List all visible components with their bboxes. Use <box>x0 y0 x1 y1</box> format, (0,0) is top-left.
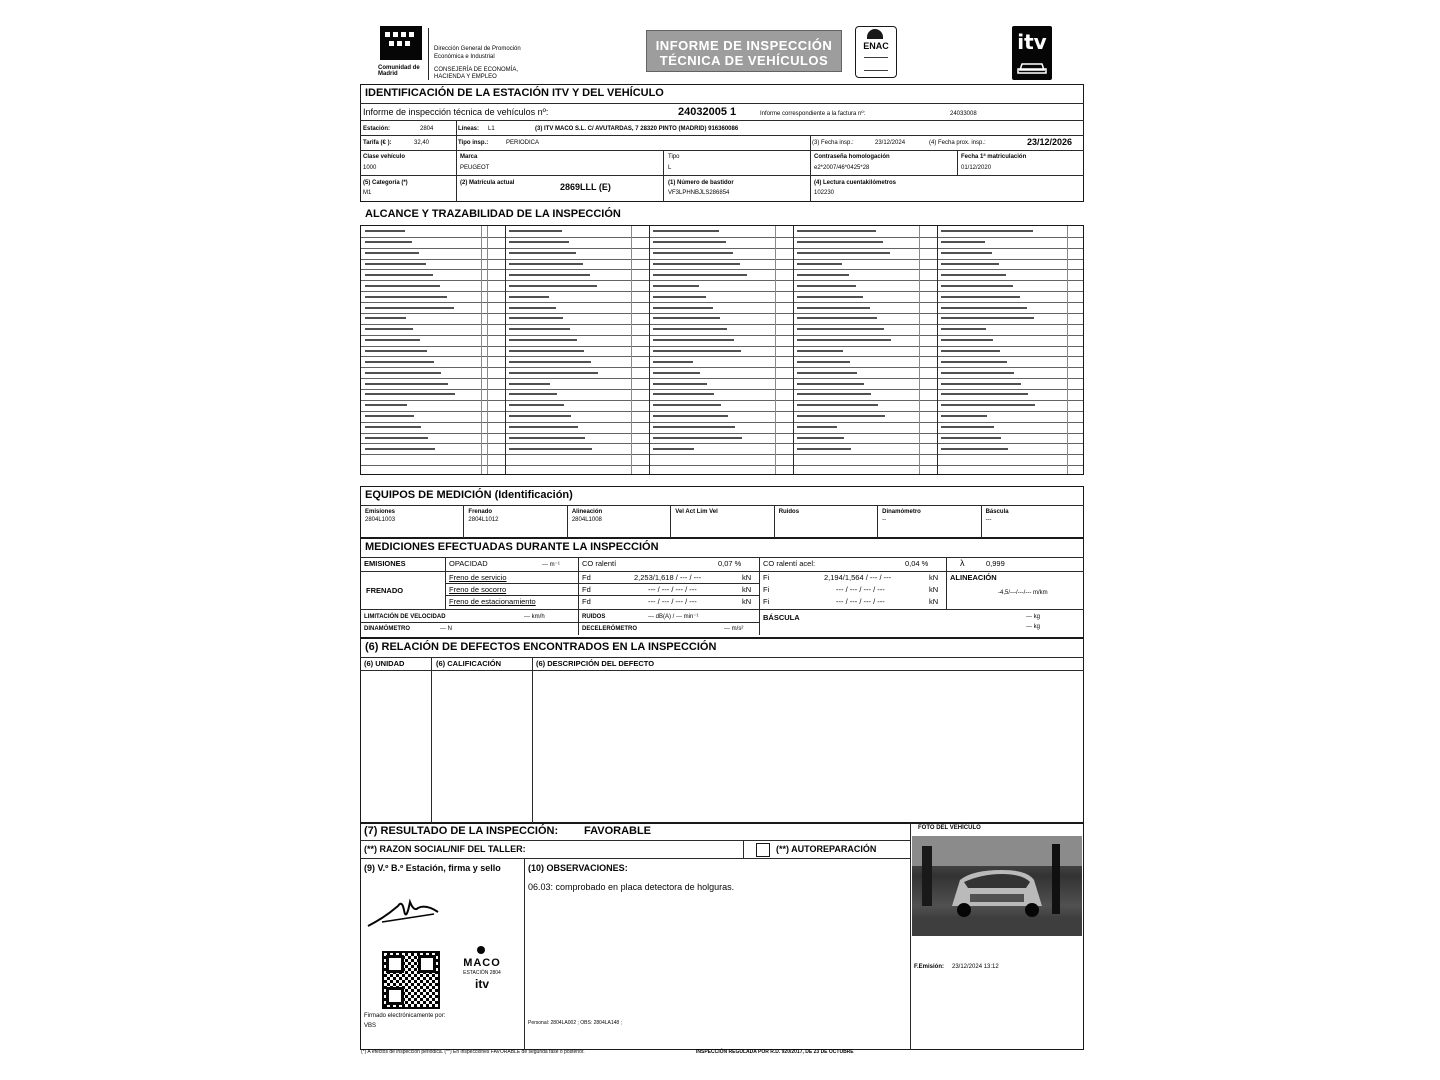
fecha-insp-value: 23/12/2024 <box>875 140 906 146</box>
alcance-item-text <box>797 317 877 319</box>
alcance-item-text <box>509 285 597 287</box>
alcance-item-text <box>653 415 728 417</box>
alcance-item-text <box>653 393 714 395</box>
alcance-item-text <box>941 274 1006 276</box>
alcance-item-text <box>365 241 412 243</box>
tipo-insp-value: PERIODICA <box>506 140 540 146</box>
lineas-label: Líneas: <box>458 126 480 132</box>
dept-line1: Dirección General de Promoción <box>434 46 521 52</box>
alcance-item-text <box>797 252 890 254</box>
alcance-item-text <box>797 437 844 439</box>
invoice-label: Informe correspondiente a la factura nº: <box>760 111 866 117</box>
emisiones-label: EMISIONES <box>364 559 406 568</box>
estacion-value: 2804 <box>420 126 434 132</box>
lambda-value: 0,999 <box>986 559 1005 568</box>
alcance-item-text <box>365 393 455 395</box>
emision-label: F.Emisión: <box>914 964 945 970</box>
fecha-insp-label: (3) Fecha insp.: <box>812 140 854 146</box>
dept-line2: Económica e Industrial <box>434 54 495 60</box>
ruidos-label: RUIDOS <box>582 614 606 620</box>
region-name: Comunidad de Madrid <box>378 65 420 77</box>
alcance-item-text <box>797 263 842 265</box>
alcance-item-text <box>365 372 441 374</box>
alcance-item-text <box>941 361 1007 363</box>
alcance-title: ALCANCE Y TRAZABILIDAD DE LA INSPECCIÓN <box>365 208 621 220</box>
alcance-item-text <box>941 415 987 417</box>
lineas-value: L1 <box>488 126 495 132</box>
report-title-line1: INFORME DE INSPECCIÓN <box>655 38 833 53</box>
alcance-item-text <box>509 263 583 265</box>
alcance-item-text <box>797 448 851 450</box>
footer-note-right: INSPECCIÓN REGULADA POR R.D. 920/2017, DE 23 DE OCTUBRE <box>696 1049 854 1055</box>
alcance-item-text <box>797 285 856 287</box>
alcance-item-text <box>941 350 1000 352</box>
freno-servicio-label: Freno de servicio <box>449 573 507 582</box>
alcance-item-text <box>941 372 1014 374</box>
report-no-label: Informe de inspección técnica de vehículos nº: <box>363 107 549 117</box>
alineacion-label: ALINEACIÓN <box>950 573 997 582</box>
alcance-item-text <box>653 339 734 341</box>
contrasena-value: e2*2007/46*0425*28 <box>814 165 870 171</box>
equipo-value: 2804L1012 <box>468 517 499 523</box>
bascula-value1: --- kg <box>1026 614 1040 620</box>
alcance-item-text <box>509 404 564 406</box>
alcance-item-text <box>653 361 693 363</box>
fi-socorro-value: --- / --- / --- / --- <box>836 585 885 594</box>
inspection-report-page <box>358 20 1084 1060</box>
alcance-item-text <box>797 404 878 406</box>
invoice-no: 24033008 <box>950 111 977 117</box>
alcance-item-text <box>941 241 985 243</box>
freno-socorro-label: Freno de socorro <box>449 585 507 594</box>
tipo-label: Tipo <box>668 154 680 160</box>
alcance-item-text <box>797 350 843 352</box>
alcance-item-text <box>653 404 721 406</box>
equipo-value: --- <box>985 517 992 523</box>
maco-dot-icon <box>477 946 485 954</box>
co-ralenti-acel-label: CO ralentí acel: <box>763 559 816 568</box>
firma-label: (9) V.º B.º Estación, firma y sello <box>364 863 501 873</box>
dept-line3: CONSEJERÍA DE ECONOMÍA, <box>434 67 519 73</box>
estacion-label: Estación: <box>363 126 391 132</box>
alcance-item-text <box>653 448 694 450</box>
lambda-label: λ <box>960 558 965 568</box>
itv-label: itv <box>1017 30 1047 54</box>
defectos-title: (6) RELACIÓN DE DEFECTOS ENCONTRADOS EN LA INSPECCIÓN <box>365 641 717 653</box>
contrasena-label: Contraseña homologación <box>814 154 890 160</box>
limitacion-label: LIMITACIÓN DE VELOCIDAD <box>364 614 446 620</box>
car-photo-icon <box>912 836 1082 936</box>
alcance-item-text <box>653 437 742 439</box>
resultado-value: FAVORABLE <box>584 825 652 837</box>
alcance-item-text <box>797 339 891 341</box>
alcance-item-text <box>797 393 871 395</box>
alcance-item-text <box>365 252 419 254</box>
alcance-item-text <box>365 285 440 287</box>
alcance-item-text <box>653 328 727 330</box>
equipo-value: -- <box>882 517 887 523</box>
tarifa-value: 32,40 <box>414 140 430 146</box>
equipo-value: 2804L1003 <box>365 517 396 523</box>
enac-label: ENAC <box>863 41 889 51</box>
alcance-item-text <box>797 383 864 385</box>
alcance-item-text <box>509 350 584 352</box>
bastidor-label: (1) Número de bastidor <box>668 180 734 186</box>
alcance-item-text <box>941 252 992 254</box>
equipo-label: Ruidos <box>778 509 800 515</box>
decelerometro-label: DECELERÓMETRO <box>582 626 638 632</box>
fi-servicio-value: 2,194/1,564 / --- / --- <box>824 573 892 582</box>
alcance-item-text <box>365 404 407 406</box>
equipo-label: Báscula <box>985 509 1009 515</box>
equipo-label: Dinamómetro <box>882 509 921 515</box>
kn-label-1: kN <box>742 573 752 582</box>
alcance-item-text <box>797 328 884 330</box>
alcance-item-text <box>509 274 590 276</box>
fecha-prox-value: 23/12/2026 <box>1027 137 1073 147</box>
clase-value: 1000 <box>363 165 377 171</box>
equipo-label: Emisiones <box>365 509 396 515</box>
alcance-item-text <box>509 328 570 330</box>
alcance-item-text <box>653 241 726 243</box>
clase-label: Clase vehículo <box>363 154 406 160</box>
alcance-item-text <box>941 307 1027 309</box>
marca-value: PEUGEOT <box>460 165 490 171</box>
opacidad-label: OPACIDAD <box>449 559 488 568</box>
firmado-line1: Firmado electrónicamente por: <box>364 1013 446 1019</box>
co-ralenti-acel-value: 0,04 % <box>905 559 929 568</box>
firmado-line2: VBS <box>364 1023 377 1029</box>
alcance-item-text <box>941 285 1013 287</box>
alcance-item-text <box>797 307 870 309</box>
taller-label: (**) RAZON SOCIAL/NIF DEL TALLER: <box>364 844 526 854</box>
fi-label-1: Fi <box>763 573 770 582</box>
alcance-item-text <box>509 307 556 309</box>
alcance-item-text <box>365 426 421 428</box>
emision-value: 23/12/2024 13:12 <box>952 964 999 970</box>
alcance-item-text <box>509 415 571 417</box>
alcance-item-text <box>941 296 1020 298</box>
alcance-item-text <box>941 404 1035 406</box>
alcance-item-text <box>365 350 427 352</box>
alcance-item-text <box>797 296 863 298</box>
co-ralenti-value: 0,07 % <box>718 559 742 568</box>
alcance-item-text <box>941 328 986 330</box>
alcance-item-text <box>509 296 549 298</box>
alcance-item-text <box>509 241 569 243</box>
alcance-item-text <box>653 307 713 309</box>
alcance-item-text <box>941 317 1034 319</box>
alcance-item-text <box>653 383 707 385</box>
fd-label-1: Fd <box>582 573 591 582</box>
alcance-item-text <box>653 274 747 276</box>
enac-logo <box>855 26 897 78</box>
fd-estac-value: --- / --- / --- / --- <box>648 597 697 606</box>
bascula-value2: --- kg <box>1026 624 1040 630</box>
alcance-item-text <box>941 448 1008 450</box>
alcance-item-text <box>797 274 849 276</box>
tipo-insp-label: Tipo insp.: <box>458 140 489 146</box>
fecha-matric-label: Fecha 1ª matriculación <box>961 154 1027 160</box>
col-descripcion: (6) DESCRIPCIÓN DEL DEFECTO <box>536 659 655 668</box>
ruidos-value: --- dB(A) / --- min⁻¹ <box>648 614 699 620</box>
identification-title: IDENTIFICACIÓN DE LA ESTACIÓN ITV Y DEL VEHÍCULO <box>365 87 664 99</box>
alcance-item-text <box>653 252 733 254</box>
alcance-item-text <box>941 263 999 265</box>
vehicle-photo <box>912 836 1082 936</box>
col-unidad: (6) UNIDAD <box>364 659 405 668</box>
alcance-item-text <box>941 426 994 428</box>
alcance-item-text <box>941 383 1021 385</box>
alcance-item-text <box>797 361 850 363</box>
categoria-label: (5) Categoría (*) <box>363 180 408 186</box>
freno-estacionamiento-label: Freno de estacionamiento <box>449 597 536 606</box>
alcance-item-text <box>653 230 719 232</box>
equipo-label: Alineación <box>571 509 603 515</box>
fi-label-3: Fi <box>763 597 770 606</box>
alcance-item-text <box>365 361 434 363</box>
company-line: (3) ITV MACO S.L. C/ AVUTARDAS, 7 28320 PINTO (MADRID) 916360086 <box>535 126 739 132</box>
mediciones-title: MEDICIONES EFECTUADAS DURANTE LA INSPECCIÓN <box>365 541 659 553</box>
alcance-item-text <box>653 317 720 319</box>
foto-label: FOTO DEL VEHÍCULO <box>918 825 981 831</box>
maco-logo <box>454 946 510 996</box>
dept-line4: HACIENDA Y EMPLEO <box>434 74 497 80</box>
alcance-item-text <box>509 339 577 341</box>
alcance-item-text <box>365 328 413 330</box>
alcance-item-text <box>653 372 700 374</box>
alcance-item-text <box>797 415 885 417</box>
alcance-item-text <box>365 383 448 385</box>
alcance-item-text <box>509 252 576 254</box>
fi-estac-value: --- / --- / --- / --- <box>836 597 885 606</box>
limitacion-value: --- km/h <box>524 614 545 620</box>
alcance-item-text <box>509 230 562 232</box>
alcance-item-text <box>941 339 993 341</box>
alcance-item-text <box>941 230 1033 232</box>
col-calificacion: (6) CALIFICACIÓN <box>436 659 501 668</box>
categoria-value: M1 <box>363 190 372 196</box>
alcance-item-text <box>653 426 735 428</box>
alcance-item-text <box>365 339 420 341</box>
car-icon <box>1012 56 1052 76</box>
signature-icon <box>364 892 444 932</box>
footer-note-left: (*) A efectos de inspección periódica. (**) En inspecciones FAVORABLE de segunda fase o posterior. <box>361 1049 585 1055</box>
fi-label-2: Fi <box>763 585 770 594</box>
alineacion-value: -4,5/---/---/--- m/km <box>998 590 1048 596</box>
alcance-item-text <box>365 263 426 265</box>
kn-label-4: kN <box>929 573 939 582</box>
equipos-title: EQUIPOS DE MEDICIÓN (Identificación) <box>365 489 573 501</box>
fd-servicio-value: 2,253/1,618 / --- / --- <box>634 573 702 582</box>
alcance-item-text <box>509 383 550 385</box>
kn-label-5: kN <box>929 585 939 594</box>
observacion-text: 06.03: comprobado en placa detectora de holguras. <box>528 882 735 892</box>
frenado-label: FRENADO <box>366 586 404 595</box>
madrid-logo <box>380 26 422 60</box>
estacion-text: ESTACIÓN 2804 <box>463 970 501 976</box>
alcance-item-text <box>365 415 414 417</box>
alcance-item-text <box>797 241 883 243</box>
report-no: 24032005 1 <box>678 106 737 118</box>
equipo-value: 2804L1008 <box>571 517 602 523</box>
tarifa-label: Tarifa (€ ): <box>363 140 392 146</box>
alcance-item-text <box>941 437 1001 439</box>
bastidor-value: VF3LPHNBJLS286854 <box>668 190 730 196</box>
itv-logo <box>1012 26 1052 80</box>
alcance-cells <box>361 226 1083 474</box>
fd-label-3: Fd <box>582 597 591 606</box>
alcance-item-text <box>797 426 837 428</box>
fd-socorro-value: --- / --- / --- / --- <box>648 585 697 594</box>
bascula-label: BÁSCULA <box>763 613 800 622</box>
observaciones-label: (10) OBSERVACIONES: <box>528 863 628 873</box>
report-title-line2: TÉCNICA DE VEHÍCULOS <box>659 53 829 68</box>
alcance-item-text <box>653 296 706 298</box>
km-value: 102230 <box>814 190 835 196</box>
co-ralenti-label: CO ralentí <box>582 559 617 568</box>
alcance-item-text <box>653 350 741 352</box>
alcance-item-text <box>509 393 557 395</box>
kn-label-6: kN <box>929 597 939 606</box>
dinamometro-value: --- N <box>440 626 452 632</box>
alcance-item-text <box>509 372 598 374</box>
madrid-flag-icon <box>380 26 422 60</box>
alcance-item-text <box>365 448 435 450</box>
kn-label-3: kN <box>742 597 752 606</box>
qr-code-icon <box>382 951 440 1009</box>
alcance-item-text <box>365 296 447 298</box>
fecha-matric-value: 01/12/2020 <box>961 165 992 171</box>
alcance-item-text <box>365 230 405 232</box>
alcance-item-text <box>653 285 699 287</box>
fecha-prox-label: (4) Fecha prox. insp.: <box>929 140 986 146</box>
equipo-label: Vel Act Lim Vel <box>675 509 718 515</box>
matricula-label: (2) Matrícula actual <box>460 180 515 186</box>
alcance-item-text <box>365 317 406 319</box>
personal-text: Personal: 2804LA002 ; OBS: 2804LA148 ; <box>528 1020 622 1026</box>
enac-text-lines <box>864 57 888 71</box>
opacidad-value: --- m⁻¹ <box>542 562 560 568</box>
alcance-item-text <box>509 437 585 439</box>
alcance-grid <box>360 225 1084 475</box>
decelerometro-value: --- m/s² <box>724 626 744 632</box>
alcance-item-text <box>941 393 1028 395</box>
resultado-label: (7) RESULTADO DE LA INSPECCIÓN: <box>364 825 559 837</box>
kn-label-2: kN <box>742 585 752 594</box>
autoreparacion-checkbox[interactable] <box>756 843 770 857</box>
km-label: (4) Lectura cuentakilómetros <box>814 180 897 186</box>
autoreparacion-label: (**) AUTOREPARACIÓN <box>776 844 877 854</box>
dinamometro-label: DINAMÓMETRO <box>364 626 410 632</box>
tipo-value: L <box>668 165 672 171</box>
alcance-item-text <box>797 230 876 232</box>
alcance-item-text <box>509 361 591 363</box>
report-title-banner <box>646 30 842 72</box>
alcance-item-text <box>797 372 857 374</box>
alcance-item-text <box>365 437 428 439</box>
alcance-item-text <box>365 274 433 276</box>
itv-small: itv <box>474 977 489 991</box>
maco-text: MACO <box>463 957 501 969</box>
alcance-item-text <box>653 263 740 265</box>
fd-label-2: Fd <box>582 585 591 594</box>
marca-label: Marca <box>460 154 478 160</box>
alcance-item-text <box>509 448 592 450</box>
matricula-value: 2869LLL (E) <box>560 182 611 192</box>
alcance-item-text <box>365 307 454 309</box>
alcance-item-text <box>509 317 563 319</box>
equipo-label: Frenado <box>468 509 493 515</box>
enac-circle-icon <box>867 29 883 39</box>
alcance-item-text <box>509 426 578 428</box>
